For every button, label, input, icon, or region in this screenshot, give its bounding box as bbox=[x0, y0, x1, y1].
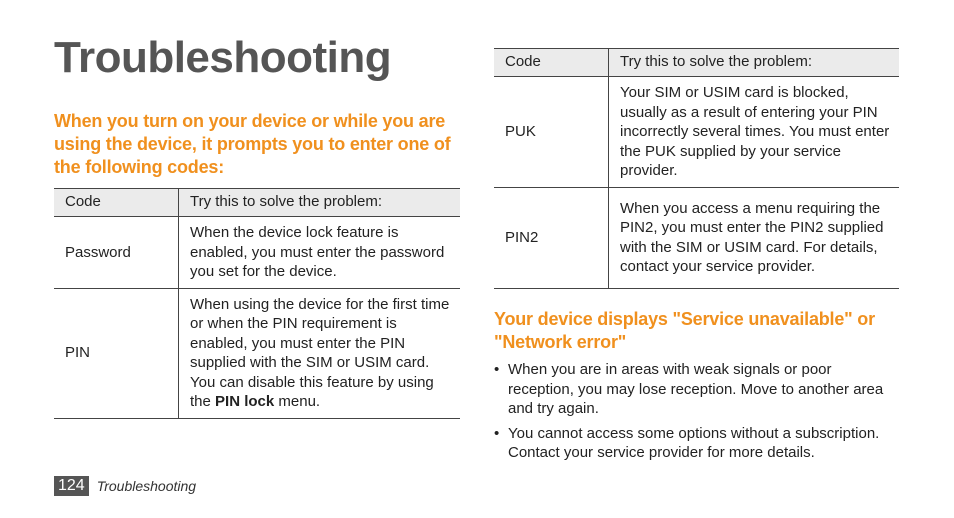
codes-section-heading: When you turn on your device or while you are using the device, it prompts you to enter one of the following codes: bbox=[54, 111, 451, 177]
header-solution: Try this to solve the problem: bbox=[179, 189, 461, 217]
page-title: Troubleshooting bbox=[54, 33, 392, 82]
solution-cell bbox=[179, 288, 461, 418]
list-item-text: You cannot access some options without a subscription. Contact your service provider for more details. bbox=[508, 424, 880, 461]
code-cell: PUK bbox=[494, 77, 609, 188]
page-footer bbox=[54, 476, 196, 496]
solution-cell: Your SIM or USIM card is blocked, usually as a result of entering your PIN incorrectly several times. You must enter the PUK supplied by your service provider. bbox=[609, 77, 900, 188]
solution-text: menu. bbox=[274, 393, 321, 410]
solution-cell: When you access a menu requiring the PIN2, you must enter the PIN2 supplied with the SIM or USIM card. For details, contact your service provider. bbox=[609, 187, 900, 288]
footer-chapter-label: Troubleshooting bbox=[96, 478, 197, 494]
table-header-row bbox=[54, 189, 460, 217]
codes-table-part-2 bbox=[494, 48, 899, 289]
list-item-text: When you are in areas with weak signals or poor reception, you may lose reception. Move to another area and try again. bbox=[508, 361, 884, 417]
table-row-puk bbox=[494, 77, 899, 188]
service-tips-list bbox=[494, 360, 898, 468]
table-row-password bbox=[54, 217, 460, 289]
bullet-icon: • bbox=[494, 361, 500, 378]
table-row-pin bbox=[54, 288, 460, 418]
header-solution: Try this to solve the problem: bbox=[609, 49, 900, 77]
code-cell: PIN bbox=[54, 288, 179, 418]
bullet-icon: • bbox=[494, 424, 500, 442]
code-cell: PIN2 bbox=[494, 187, 609, 288]
header-code: Code bbox=[54, 189, 179, 217]
list-item bbox=[494, 424, 898, 463]
solution-text: When using the device for the first time or when the PIN requirement is enabled, you must enter the PIN supplied with the SIM or USIM card. You can disable this feature by using the bbox=[190, 295, 450, 410]
page-number: 124 bbox=[54, 476, 89, 496]
solution-cell: When the device lock feature is enabled, you must enter the password you set for the device. bbox=[179, 217, 461, 289]
table-header-row bbox=[494, 49, 899, 77]
header-code: Code bbox=[494, 49, 609, 77]
table-row-pin2 bbox=[494, 187, 899, 288]
codes-table-part-1 bbox=[54, 188, 460, 419]
service-section-heading: Your device displays "Service unavailable" or "Network error" bbox=[494, 309, 875, 352]
pin-lock-menu-name: PIN lock bbox=[215, 393, 275, 410]
list-item bbox=[494, 360, 898, 419]
code-cell: Password bbox=[54, 217, 179, 289]
